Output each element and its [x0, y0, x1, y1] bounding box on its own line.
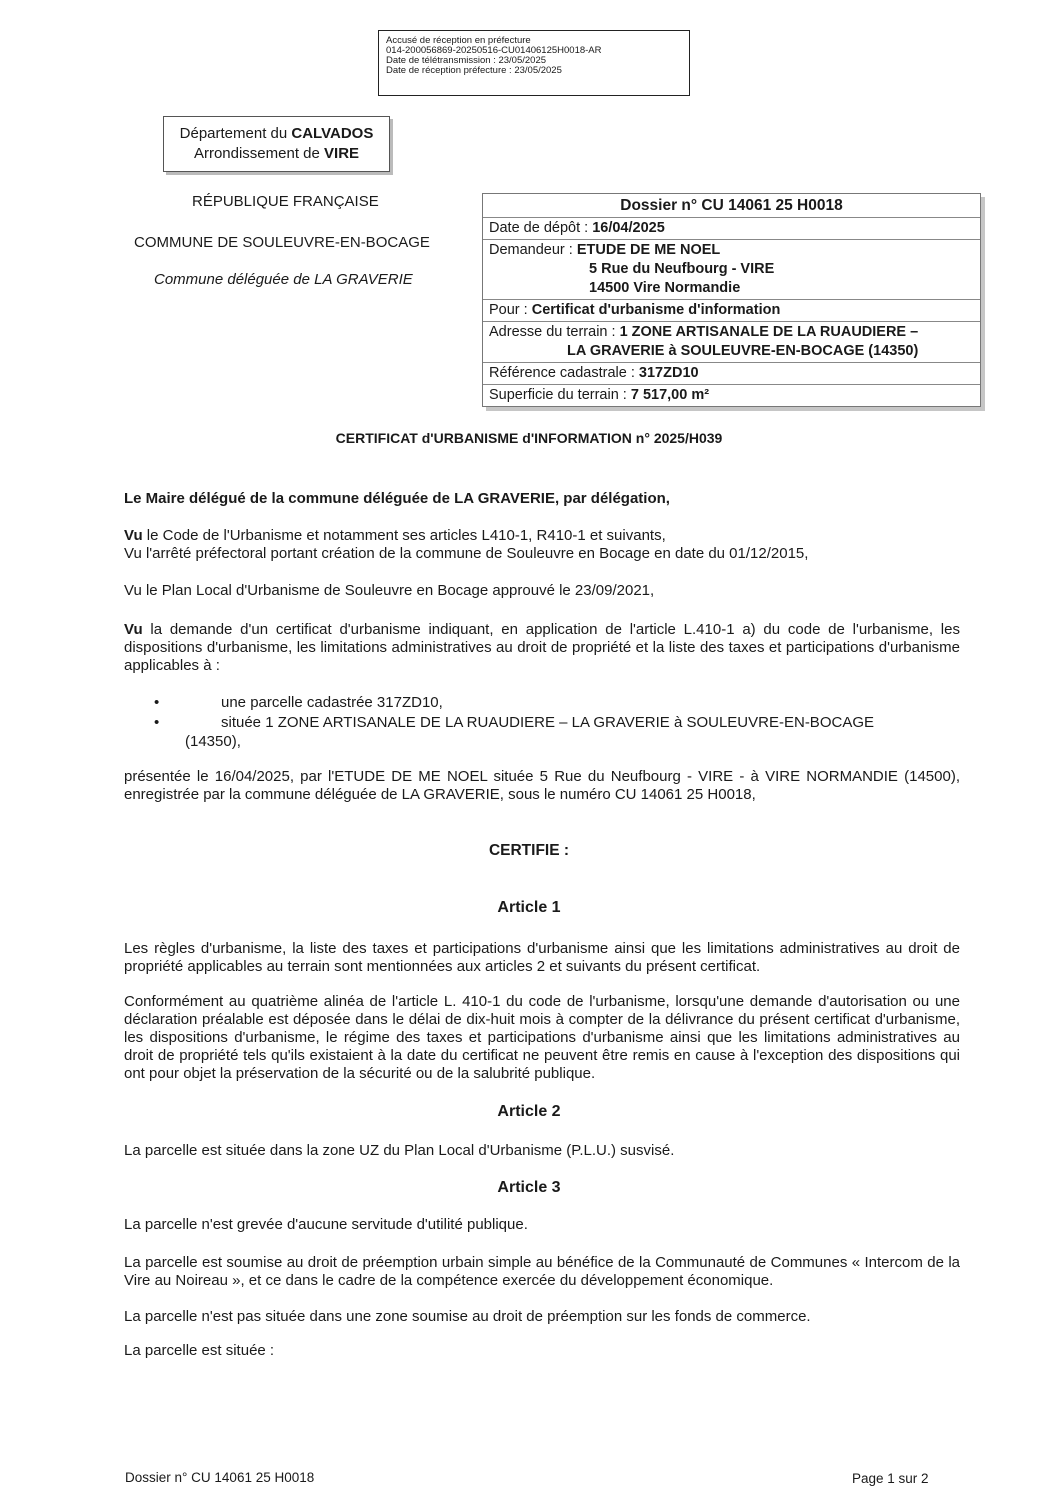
department-name: CALVADOS: [291, 125, 374, 142]
stamp-line: Accusé de réception en préfecture: [386, 35, 531, 46]
article-2-title: Article 2: [497, 1103, 561, 1120]
reference-row: [483, 362, 980, 384]
demandeur-row: [483, 239, 980, 299]
stamp-line: Date de réception préfecture : 23/05/2025: [386, 65, 562, 76]
vu-text: la demande d'un certificat d'urbanisme indiquant, en application de l'article L.410-1 a) du code de l'urbanisme, les dispositions d'urbanisme, les limitations administratives au droit de propriété et la liste des taxes et participations d'urbanisme applicables à :: [124, 621, 960, 674]
adresse-value: LA GRAVERIE à SOULEUVRE-EN-BOCAGE (14350): [567, 343, 919, 359]
certifie-heading: CERTIFIE :: [488, 842, 570, 859]
presentee-paragraph: présentée le 16/04/2025, par l'ETUDE DE ME NOEL située 5 Rue du Neufbourg - VIRE - à VIRE NORMANDIE (14500), enregistrée par la commune déléguée de LA GRAVERIE, sous le numéro CU 14061 25 H0018,: [124, 768, 960, 803]
reference-value: 317ZD10: [638, 365, 699, 381]
depot-value: 16/04/2025: [592, 220, 665, 236]
superficie-row: [483, 384, 980, 406]
demandeur-label: Demandeur :: [489, 242, 577, 258]
superficie-value: 7 517,00 m²: [630, 387, 710, 403]
article-1-paragraph: Conformément au quatrième alinéa de l'article L. 410-1 du code de l'urbanisme, lorsqu'une demande d'autorisation ou une déclaration préalable est déposée dans le délai de dix-huit mois à compter de la délivrance du présent certificat d'urbanisme, les dispositions d'urbanisme, le régime des taxes et participations d'urbanisme ainsi que les limitations administratives au droit de propriété tels qu'ils existaient à la date du certificat ne peuvent être remis en cause à l'exception des dispositions qui ont pour objet la préservation de la sécurité ou de la salubrité publique.: [124, 993, 960, 1082]
pour-label: Pour :: [489, 302, 532, 318]
adresse-value: 1 ZONE ARTISANALE DE LA RUAUDIERE –: [619, 324, 919, 340]
depot-row: [483, 217, 980, 239]
adresse-row: [483, 321, 980, 362]
article-3-title: Article 3: [497, 1179, 561, 1196]
reference-label: Référence cadastrale :: [489, 365, 639, 381]
certificate-title: CERTIFICAT d'URBANISME d'INFORMATION n° 2025/H039: [335, 430, 723, 446]
pour-row: [483, 299, 980, 321]
adresse-label: Adresse du terrain :: [489, 324, 620, 340]
department-line: [164, 124, 389, 144]
vu-block-1: [124, 527, 960, 563]
arrondissement-prefix: Arrondissement de: [193, 145, 325, 162]
stamp-line: 014-200056869-20250516-CU01406125H0018-AR: [386, 45, 602, 56]
demandeur-address-line: 14500 Vire Normandie: [589, 280, 741, 296]
article-1-title: Article 1: [497, 899, 561, 916]
article-3-paragraph: La parcelle n'est pas située dans une zone soumise au droit de préemption sur les fonds de commerce.: [124, 1308, 811, 1325]
pour-value: Certificat d'urbanisme d'information: [531, 302, 781, 318]
depot-label: Date de dépôt :: [489, 220, 593, 236]
vu-keyword: Vu: [124, 527, 143, 544]
commune-heading: COMMUNE DE SOULEUVRE-EN-BOCAGE: [134, 234, 430, 251]
bullet-dot: •: [154, 694, 160, 711]
maire-line: Le Maire délégué de la commune déléguée de LA GRAVERIE, par délégation,: [124, 490, 670, 507]
prefecture-receipt-stamp: [378, 30, 690, 96]
vu-text: Vu l'arrêté préfectoral portant création de la commune de Souleuvre en Bocage en date du 01/12/2015,: [124, 545, 809, 562]
commune-deleguee: Commune déléguée de LA GRAVERIE: [154, 271, 413, 288]
demandeur-address-line: 5 Rue du Neufbourg - VIRE: [589, 261, 775, 277]
superficie-label: Superficie du terrain :: [489, 387, 631, 403]
bullet-continuation: (14350),: [185, 733, 241, 750]
bullet-item: située 1 ZONE ARTISANALE DE LA RUAUDIERE – LA GRAVERIE à SOULEUVRE-EN-BOCAGE: [221, 714, 874, 731]
article-3-paragraph: La parcelle est soumise au droit de préemption urbain simple au bénéfice de la Communauté de Communes « Intercom de la Vire au Noireau », et ce dans le cadre de la compétence exercée du développement économique.: [124, 1254, 960, 1289]
arrondissement-line: [164, 144, 389, 164]
article-2-paragraph: La parcelle est située dans la zone UZ du Plan Local d'Urbanisme (P.L.U.) susvisé.: [124, 1142, 675, 1159]
department-box: [163, 116, 390, 172]
footer-page-number: Page 1 sur 2: [852, 1471, 929, 1486]
article-1-paragraph: Les règles d'urbanisme, la liste des taxes et participations d'urbanisme ainsi que les limitations administratives au droit de propriété applicables au terrain sont mentionnées aux articles 2 et suivants du présent certificat.: [124, 940, 960, 975]
vu-keyword: Vu: [124, 621, 143, 638]
department-prefix: Département du: [179, 125, 292, 142]
arrondissement-name: VIRE: [324, 145, 360, 162]
footer-dossier-number: Dossier n° CU 14061 25 H0018: [125, 1470, 315, 1485]
bullet-item: une parcelle cadastrée 317ZD10,: [221, 694, 443, 711]
vu-demande: [124, 621, 960, 675]
stamp-line: Date de télétransmission : 23/05/2025: [386, 55, 547, 66]
dossier-box: [482, 193, 981, 407]
demandeur-name: ETUDE DE ME NOEL: [576, 242, 721, 258]
article-3-paragraph: La parcelle est située :: [124, 1342, 275, 1359]
republique-heading: RÉPUBLIQUE FRANÇAISE: [192, 193, 379, 210]
vu-plu: Vu le Plan Local d'Urbanisme de Souleuvre en Bocage approuvé le 23/09/2021,: [124, 582, 655, 599]
article-3-paragraph: La parcelle n'est grevée d'aucune servitude d'utilité publique.: [124, 1216, 528, 1233]
bullet-dot: •: [154, 714, 160, 731]
vu-text: le Code de l'Urbanisme et notamment ses articles L410-1, R410-1 et suivants,: [142, 527, 666, 544]
dossier-title: Dossier n° CU 14061 25 H0018: [620, 197, 843, 214]
